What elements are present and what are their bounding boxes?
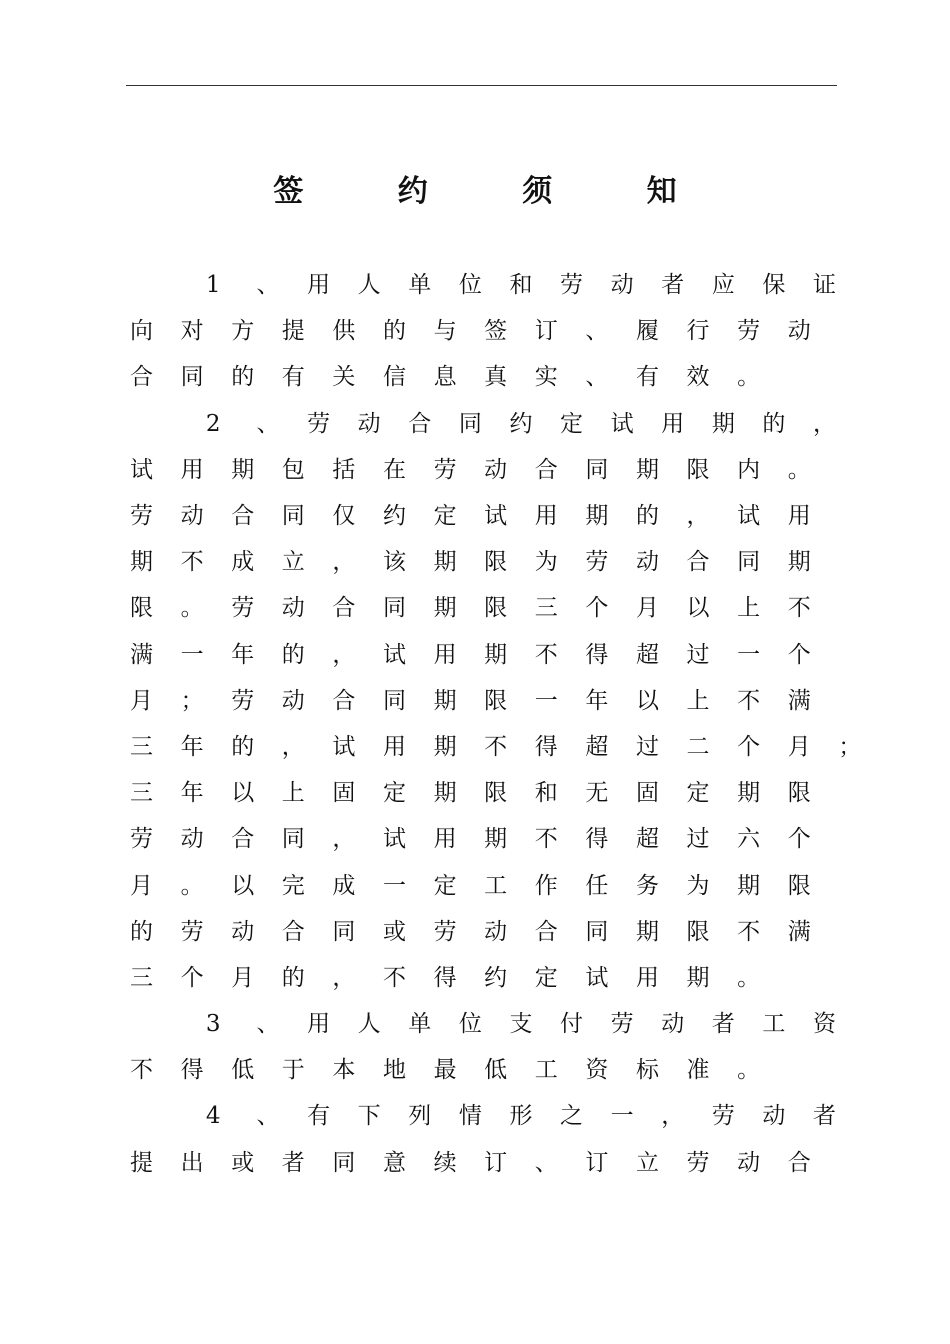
text-line: 期 不 成 立 ， 该 期 限 为 劳 动 合 同 期 bbox=[130, 549, 811, 576]
text-line: 向 对 方 提 供 的 与 签 订 、 履 行 劳 动 bbox=[130, 318, 811, 345]
text-line: 三 个 月 的 ， 不 得 约 定 试 用 期 。 bbox=[130, 964, 761, 991]
header-rule bbox=[126, 85, 837, 86]
text-line: 2 、 劳 动 合 同 约 定 试 用 期 的 ， bbox=[205, 410, 837, 437]
text-line: 月 ； 劳 动 合 同 期 限 一 年 以 上 不 满 bbox=[130, 687, 811, 714]
text-line: 的 劳 动 合 同 或 劳 动 合 同 期 限 不 满 bbox=[130, 918, 811, 945]
text-line: 3 、 用 人 单 位 支 付 劳 动 者 工 资 bbox=[205, 1011, 837, 1038]
text-line: 劳 动 合 同 仅 约 定 试 用 期 的 ， 试 用 bbox=[130, 503, 811, 530]
text-line: 三 年 以 上 固 定 期 限 和 无 固 定 期 限 bbox=[130, 780, 811, 807]
text-line: 试 用 期 包 括 在 劳 动 合 同 期 限 内 。 bbox=[130, 456, 811, 483]
document-body bbox=[130, 262, 889, 1186]
text-line: 满 一 年 的 ， 试 用 期 不 得 超 过 一 个 bbox=[130, 641, 811, 668]
text-line: 4 、 有 下 列 情 形 之 一 ， 劳 动 者 bbox=[205, 1103, 837, 1130]
text-line: 合 同 的 有 关 信 息 真 实 、 有 效 。 bbox=[130, 364, 761, 391]
text-line: 1 、 用 人 单 位 和 劳 动 者 应 保 证 bbox=[205, 272, 837, 299]
page-title: 签 约 须 知 bbox=[273, 174, 719, 209]
text-line: 提 出 或 者 同 意 续 订 、 订 立 劳 动 合 bbox=[130, 1149, 811, 1176]
text-line: 限 。 劳 动 合 同 期 限 三 个 月 以 上 不 bbox=[130, 595, 811, 622]
text-line: 劳 动 合 同 ， 试 用 期 不 得 超 过 六 个 bbox=[130, 826, 811, 853]
text-line: 不 得 低 于 本 地 最 低 工 资 标 准 。 bbox=[130, 1057, 761, 1084]
text-line: 三 年 的 ， 试 用 期 不 得 超 过 二 个 月 ； bbox=[130, 733, 862, 760]
text-line: 月 。 以 完 成 一 定 工 作 任 务 为 期 限 bbox=[130, 872, 811, 899]
